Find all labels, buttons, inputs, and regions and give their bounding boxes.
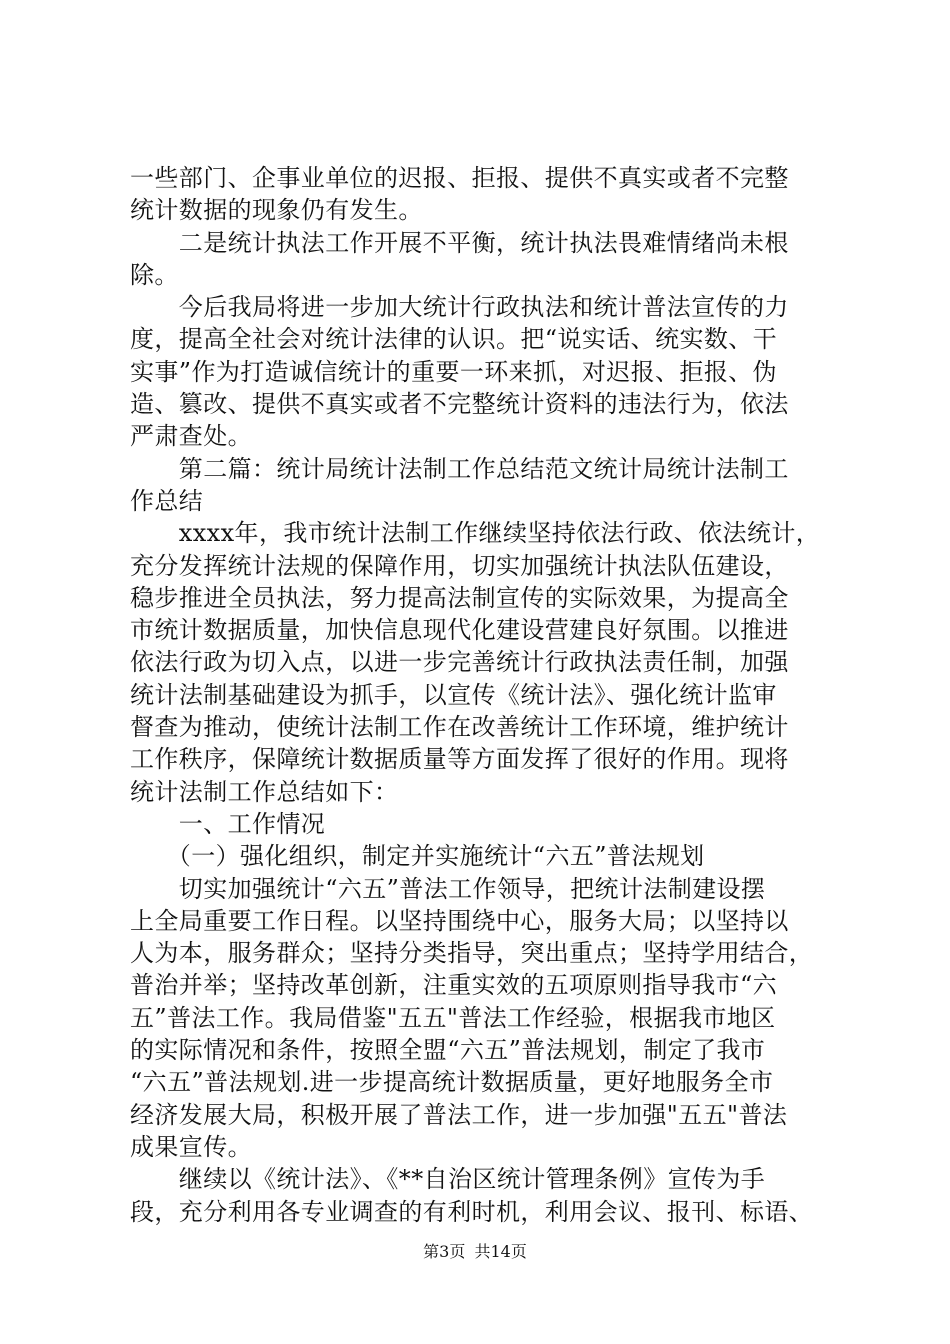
text-line: 稳步推进全员执法，努力提高法制宣传的实际效果，为提高全 xyxy=(130,583,789,612)
text-line: 的实际情况和条件，按照全盟“六五”普法规划，制定了我市 xyxy=(130,1036,766,1065)
text-line: “六五”普法规划.进一步提高统计数据质量，更好地服务全市 xyxy=(130,1068,774,1097)
section-heading-line: 作总结 xyxy=(130,486,204,515)
text-line: 工作秩序，保障统计数据质量等方面发挥了很好的作用。现将 xyxy=(130,745,789,774)
text-line: 普治并举；坚持改革创新，注重实效的五项原则指导我市“六 xyxy=(130,971,778,1000)
text-line: 充分发挥统计法规的保障作用，切实加强统计执法队伍建设， xyxy=(130,551,789,580)
text-line: 度，提高全社会对统计法律的认识。把“说实话、统实数、干 xyxy=(130,325,778,354)
text-line: 市统计数据质量，加快信息现代化建设营建良好氛围。以推进 xyxy=(130,616,789,645)
text-line: 段，充分利用各专业调查的有利时机，利用会议、报刊、标语、 xyxy=(130,1197,814,1226)
text-line: 切实加强统计“六五”普法工作领导，把统计法制建设摆 xyxy=(130,874,766,903)
document-body xyxy=(130,162,830,1228)
text-line: xxxx年，我市统计法制工作继续坚持依法行政、依法统计， xyxy=(130,519,821,548)
text-line: 今后我局将进一步加大统计行政执法和统计普法宣传的力 xyxy=(130,293,789,322)
text-line: 五”普法工作。我局借鉴"五五"普法工作经验，根据我市地区 xyxy=(130,1003,776,1032)
text-line: 除。 xyxy=(130,260,179,289)
text-line: 依法行政为切入点，以进一步完善统计行政执法责任制，加强 xyxy=(130,648,789,677)
text-line: 统计法制工作总结如下： xyxy=(130,777,399,806)
text-line: 督查为推动，使统计法制工作在改善统计工作环境，维护统计 xyxy=(130,713,789,742)
text-line: 上全局重要工作日程。以坚持围绕中心，服务大局；以坚持以 xyxy=(130,906,789,935)
text-line: 经济发展大局，积极开展了普法工作，进一步加强"五五"普法 xyxy=(130,1100,788,1129)
subheading-line: 一、工作情况 xyxy=(130,809,326,838)
text-line: 统计数据的现象仍有发生。 xyxy=(130,196,423,225)
text-line: 成果宣传。 xyxy=(130,1132,252,1161)
page-footer xyxy=(0,1242,950,1262)
text-line: 造、篡改、提供不真实或者不完整统计资料的违法行为，依法 xyxy=(130,390,789,419)
section-heading-line: 第二篇：统计局统计法制工作总结范文统计局统计法制工 xyxy=(130,454,789,483)
text-line: 继续以《统计法》、《**自治区统计管理条例》宣传为手 xyxy=(130,1165,766,1194)
text-line: 严肃查处。 xyxy=(130,422,252,451)
text-line: 二是统计执法工作开展不平衡，统计执法畏难情绪尚未根 xyxy=(130,228,789,257)
page-number: 第3页 xyxy=(423,1242,466,1261)
text-line: 一些部门、企事业单位的迟报、拒报、提供不真实或者不完整 xyxy=(130,164,789,192)
page-total: 共14页 xyxy=(474,1242,527,1261)
text-line: 实事”作为打造诚信统计的重要一环来抓，对迟报、拒报、伪 xyxy=(130,357,778,386)
text-line: 统计法制基础建设为抓手，以宣传《统计法》、强化统计监审 xyxy=(130,680,777,709)
subheading-line: （一）强化组织，制定并实施统计“六五”普法规划 xyxy=(130,842,705,871)
text-line: 人为本，服务群众；坚持分类指导，突出重点；坚持学用结合， xyxy=(130,939,814,968)
